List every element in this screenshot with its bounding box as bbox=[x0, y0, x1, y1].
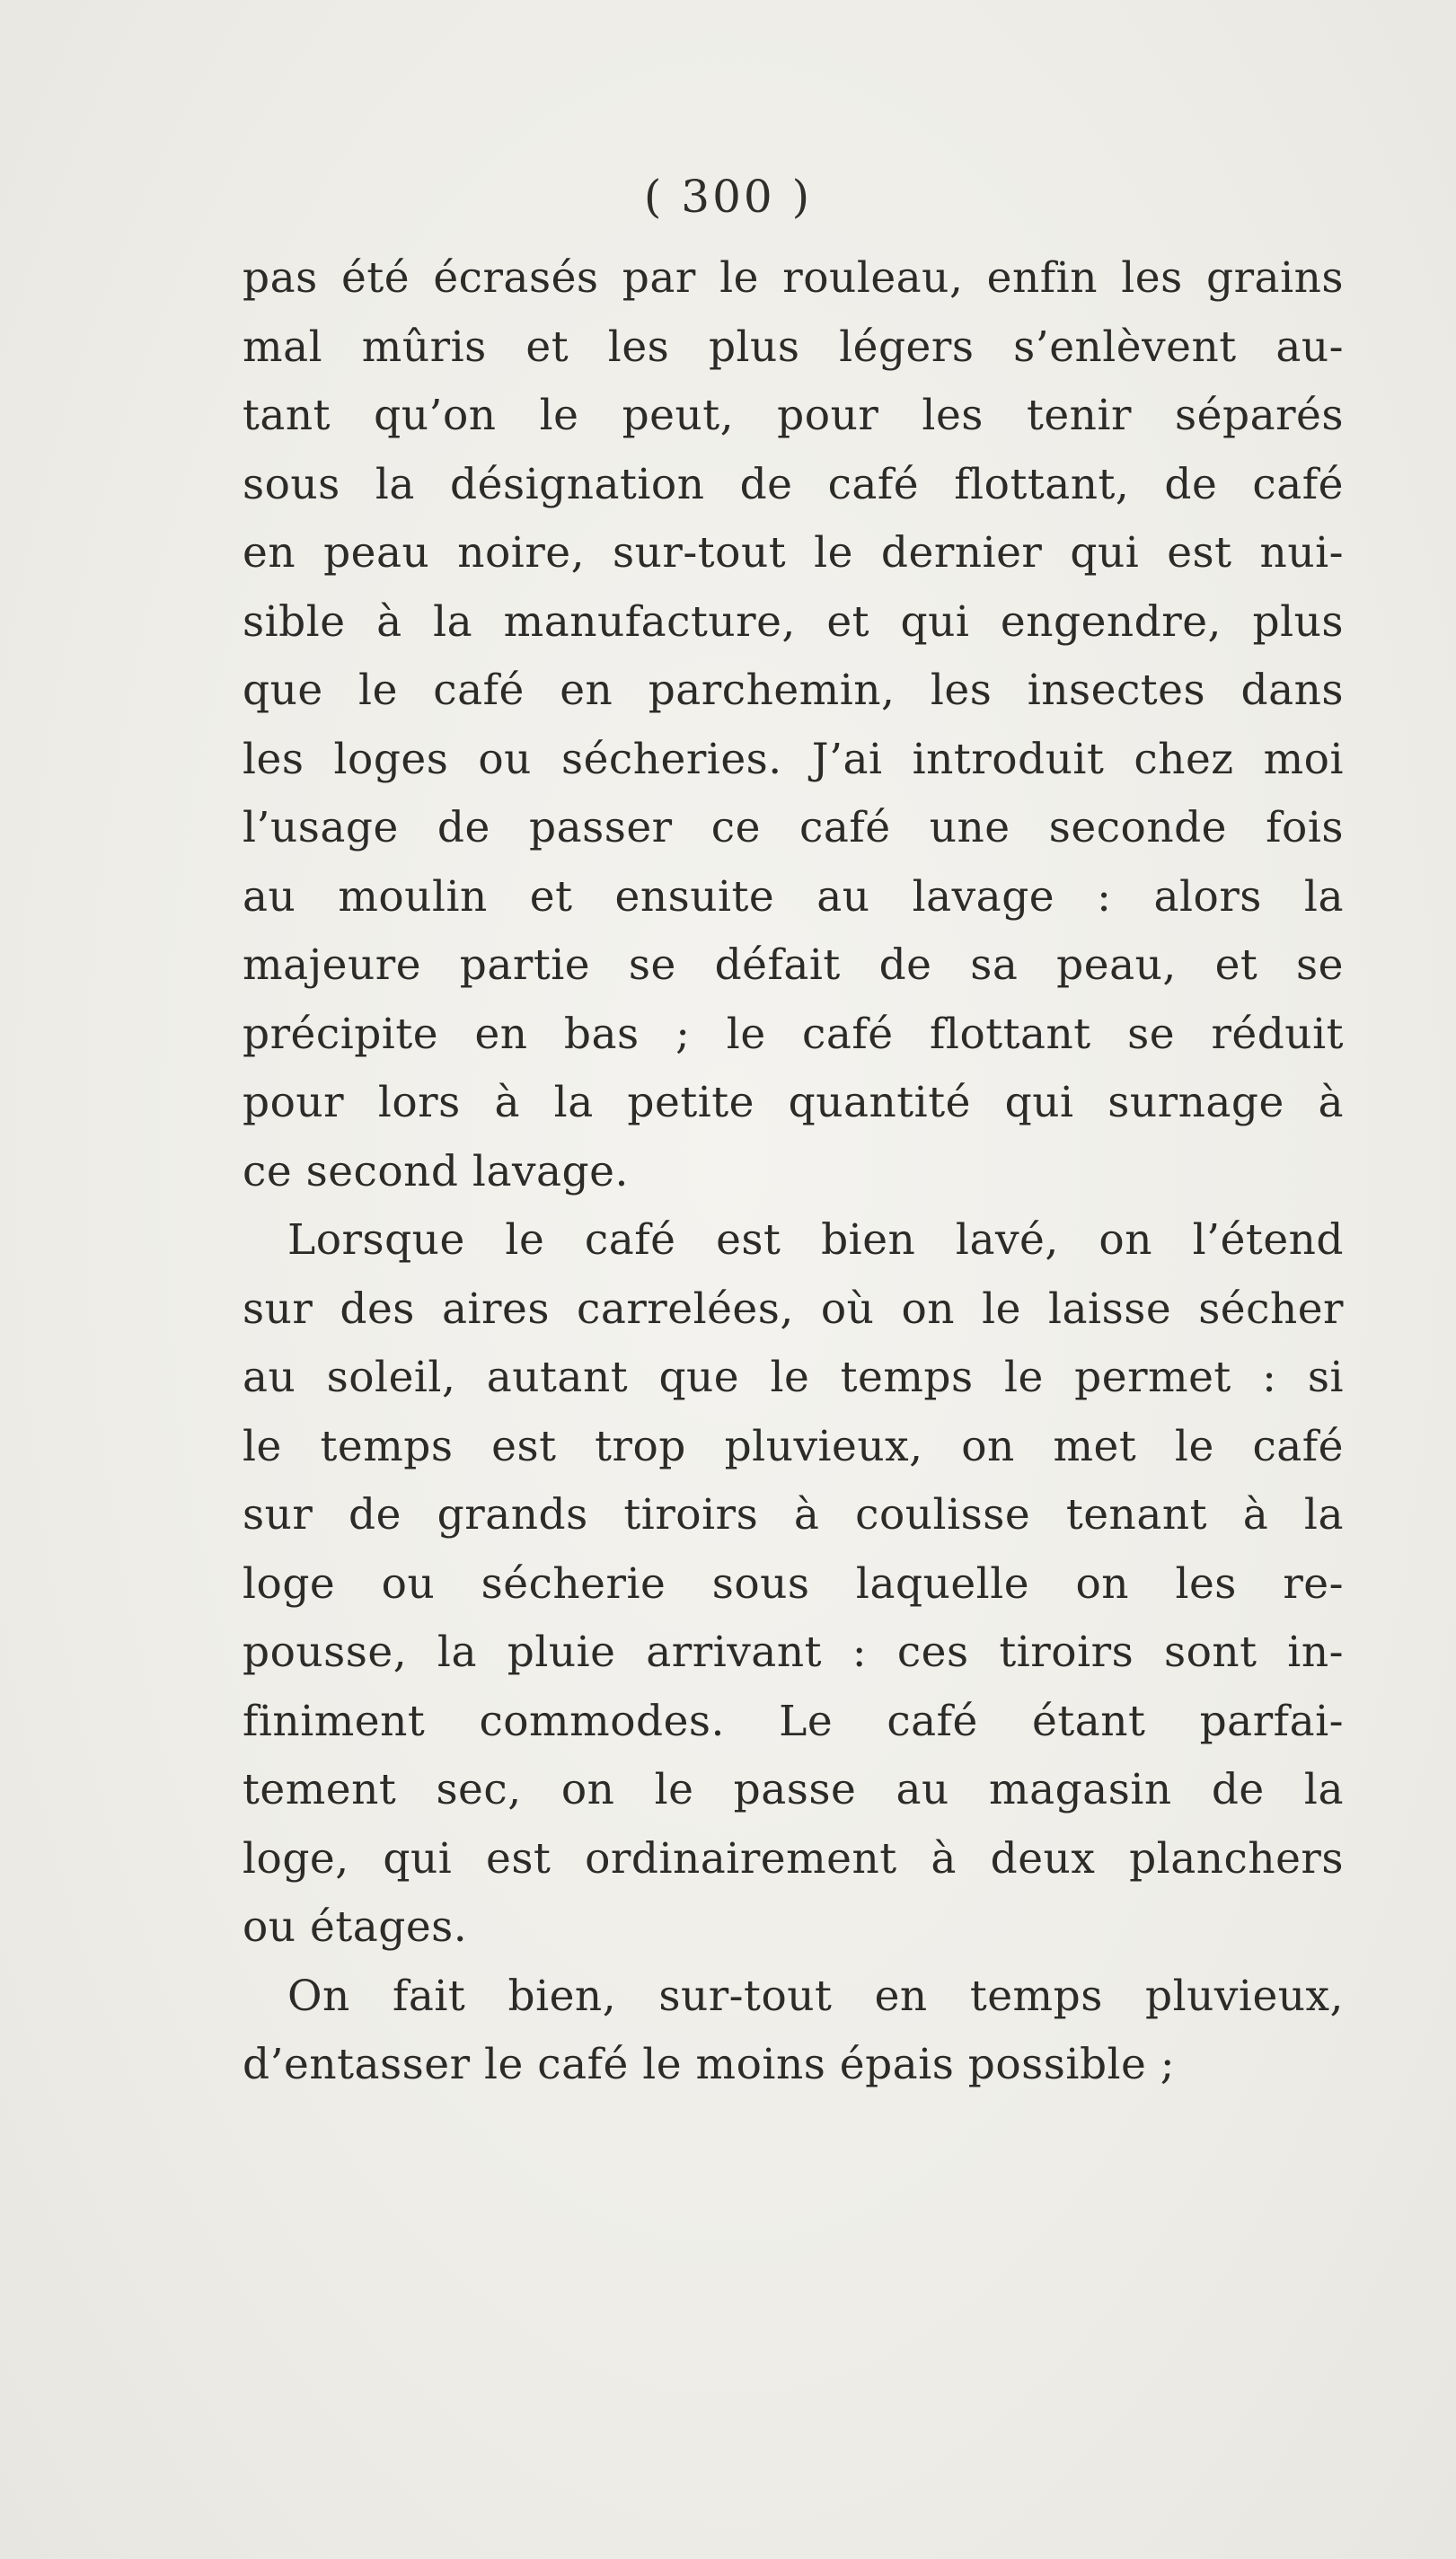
paragraph-start-line: Lorsque le café est bien lavé, on l’étend bbox=[287, 1215, 1344, 1265]
text-line: majeure partie se défait de sa peau, et se bbox=[243, 940, 1344, 990]
text-line: au soleil, autant que le temps le permet : si bbox=[243, 1353, 1344, 1402]
text-line: loge ou sécherie sous laquelle on les re- bbox=[243, 1558, 1344, 1609]
body-text bbox=[243, 244, 1344, 2100]
text-line: au moulin et ensuite au lavage : alors la bbox=[243, 871, 1344, 922]
text-line: pousse, la pluie arrivant : ces tiroirs sont in- bbox=[243, 1628, 1344, 1677]
text-line: tement sec, on le passe au magasin de la bbox=[243, 1765, 1344, 1814]
text-line: précipite en bas ; le café flottant se réduit bbox=[243, 1009, 1344, 1059]
text-line: en peau noire, sur-tout le dernier qui est nui- bbox=[243, 528, 1344, 578]
paragraph-end-line: ce second lavage. bbox=[243, 1146, 629, 1196]
text-line: les loges ou sécheries. J’ai introduit chez moi bbox=[243, 734, 1344, 784]
text-line: finiment commodes. Le café étant parfai- bbox=[243, 1696, 1344, 1746]
paragraph-end-line: ou étages. bbox=[243, 1902, 468, 1952]
text-line: sible à la manufacture, et qui engendre, plus bbox=[243, 596, 1344, 647]
page-number: ( 300 ) bbox=[643, 171, 813, 223]
text-line: sur des aires carrelées, où on le laisse sécher bbox=[243, 1284, 1344, 1334]
text-line: loge, qui est ordinairement à deux planchers bbox=[243, 1833, 1344, 1884]
paragraph-start-line: On fait bien, sur-tout en temps pluvieux, bbox=[287, 1971, 1344, 2021]
text-line: le temps est trop pluvieux, on met le café bbox=[243, 1421, 1344, 1471]
text-line: d’entasser le café le moins épais possible ; bbox=[243, 2040, 1176, 2089]
text-line: pour lors à la petite quantité qui surnage à bbox=[243, 1078, 1344, 1127]
text-line: sous la désignation de café flottant, de café bbox=[243, 459, 1344, 509]
text-line: pas été écrasés par le rouleau, enfin les grains bbox=[243, 253, 1344, 303]
text-line: que le café en parchemin, les insectes dans bbox=[243, 666, 1344, 715]
text-line: tant qu’on le peut, pour les tenir séparés bbox=[243, 391, 1344, 440]
text-line: l’usage de passer ce café une seconde fois bbox=[243, 803, 1344, 852]
text-line: sur de grands tiroirs à coulisse tenant à la bbox=[243, 1490, 1344, 1540]
text-line: mal mûris et les plus légers s’enlèvent au- bbox=[243, 322, 1344, 372]
